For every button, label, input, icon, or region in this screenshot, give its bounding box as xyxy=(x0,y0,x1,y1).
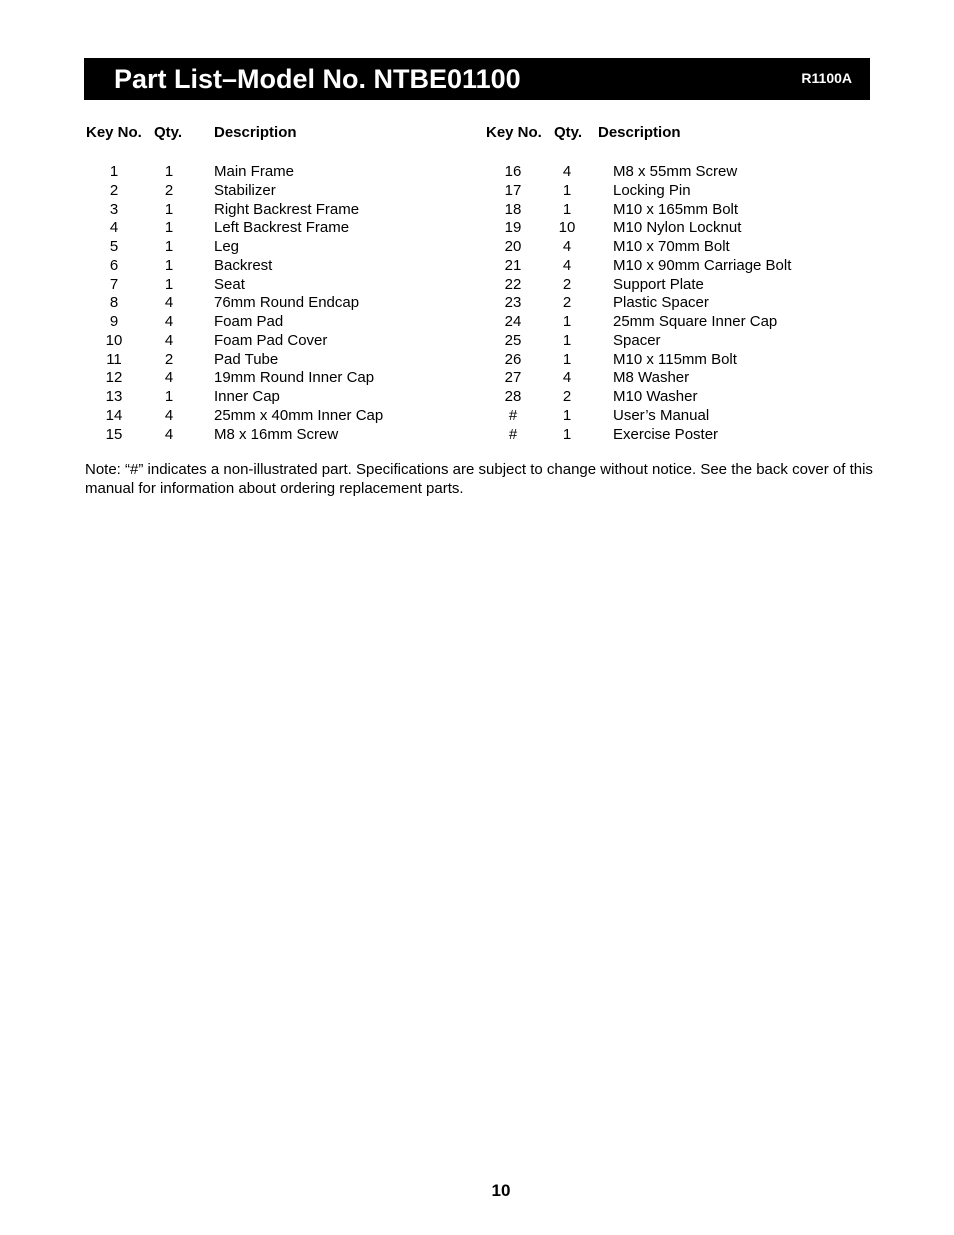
part-description: M8 Washer xyxy=(613,369,690,387)
part-key-number: 4 xyxy=(109,219,119,237)
part-key-number: 19 xyxy=(504,219,522,237)
part-quantity: 1 xyxy=(164,238,174,255)
left-key-header: Key No. xyxy=(86,124,142,141)
table-row xyxy=(84,257,464,276)
part-description: Foam Pad xyxy=(214,313,284,330)
part-description: Left Backrest Frame xyxy=(214,219,350,237)
part-description: 25mm x 40mm Inner Cap xyxy=(214,406,384,424)
part-quantity: 2 xyxy=(562,275,572,293)
parts-list-right xyxy=(483,163,863,445)
part-key-number: 7 xyxy=(109,275,119,293)
part-quantity: 1 xyxy=(562,331,572,349)
table-row xyxy=(483,201,863,220)
table-row xyxy=(483,407,863,426)
part-description: Seat xyxy=(214,275,245,293)
model-code: R1100A xyxy=(801,70,852,86)
part-description: Exercise Poster xyxy=(613,425,719,443)
part-quantity: 10 xyxy=(558,219,576,237)
part-description: Support Plate xyxy=(613,275,704,293)
table-row xyxy=(483,219,863,238)
part-quantity: 4 xyxy=(562,163,572,180)
part-quantity: 2 xyxy=(164,181,174,199)
part-quantity: 4 xyxy=(164,294,174,312)
part-quantity: 4 xyxy=(562,238,572,255)
part-description: Locking Pin xyxy=(613,181,691,199)
part-key-number: 13 xyxy=(105,388,123,405)
right-description-header: Description xyxy=(598,124,681,141)
parts-list-left xyxy=(84,163,464,445)
part-quantity: 2 xyxy=(164,350,174,368)
part-key-number: 17 xyxy=(504,181,522,199)
part-quantity: 4 xyxy=(562,256,572,274)
part-key-number: 8 xyxy=(109,294,119,312)
part-key-number: 23 xyxy=(504,294,522,312)
table-row xyxy=(84,407,464,426)
page-number: 10 xyxy=(491,1181,511,1200)
table-row xyxy=(84,369,464,388)
part-description: Pad Tube xyxy=(214,350,279,368)
part-key-number: 26 xyxy=(504,350,522,368)
table-row xyxy=(483,163,863,182)
table-row xyxy=(483,426,863,445)
part-description: Inner Cap xyxy=(214,388,280,405)
part-description: 19mm Round Inner Cap xyxy=(214,369,375,387)
table-row xyxy=(483,257,863,276)
part-description: Leg xyxy=(214,238,240,255)
part-key-number: # xyxy=(508,425,518,443)
part-quantity: 1 xyxy=(562,313,572,330)
part-key-number: 15 xyxy=(105,425,123,443)
part-quantity: 4 xyxy=(164,313,174,330)
part-key-number: 20 xyxy=(504,238,522,255)
part-key-number: 27 xyxy=(504,369,522,387)
part-key-number: 9 xyxy=(109,313,119,330)
part-quantity: 1 xyxy=(164,219,174,237)
table-row xyxy=(84,351,464,370)
part-quantity: 1 xyxy=(164,163,174,180)
table-row xyxy=(483,294,863,313)
part-description: Stabilizer xyxy=(214,181,276,199)
table-row xyxy=(483,276,863,295)
part-quantity: 4 xyxy=(164,331,174,349)
part-quantity: 1 xyxy=(164,200,174,218)
part-key-number: # xyxy=(508,406,518,424)
left-description-header: Description xyxy=(214,124,297,141)
table-row xyxy=(84,238,464,257)
table-row xyxy=(84,388,464,407)
table-row xyxy=(84,163,464,182)
part-quantity: 2 xyxy=(562,388,572,405)
title-bar xyxy=(84,58,870,100)
part-key-number: 5 xyxy=(109,238,119,255)
part-quantity: 1 xyxy=(562,181,572,199)
right-qty-header: Qty. xyxy=(554,124,583,141)
part-key-number: 14 xyxy=(105,406,123,424)
part-quantity: 4 xyxy=(164,406,174,424)
part-key-number: 24 xyxy=(504,313,522,330)
part-quantity: 1 xyxy=(562,200,572,218)
table-row xyxy=(84,332,464,351)
part-key-number: 28 xyxy=(504,388,522,405)
table-row xyxy=(483,313,863,332)
table-row xyxy=(483,369,863,388)
part-key-number: 3 xyxy=(109,200,119,218)
part-description: M10 x 70mm Bolt xyxy=(613,238,730,255)
part-description: M10 Nylon Locknut xyxy=(613,219,742,237)
part-description: 76mm Round Endcap xyxy=(214,294,360,312)
part-quantity: 1 xyxy=(164,388,174,405)
part-description: Backrest xyxy=(214,256,273,274)
part-key-number: 1 xyxy=(109,163,119,180)
part-key-number: 12 xyxy=(105,369,123,387)
part-description: M10 x 165mm Bolt xyxy=(613,200,739,218)
note-paragraph: Note: “#” indicates a non-illustrated part. Specifications are subject to change without notice. See the back cover of this manual for information about ordering replacement parts. xyxy=(85,461,873,497)
part-description: User’s Manual xyxy=(613,406,710,424)
part-quantity: 1 xyxy=(562,350,572,368)
part-description: M10 Washer xyxy=(613,388,698,405)
part-description: Main Frame xyxy=(214,163,295,180)
part-description: M8 x 16mm Screw xyxy=(214,425,339,443)
part-quantity: 1 xyxy=(562,406,572,424)
part-quantity: 2 xyxy=(562,294,572,312)
part-description: Right Backrest Frame xyxy=(214,200,360,218)
part-description: M8 x 55mm Screw xyxy=(613,163,738,180)
part-key-number: 22 xyxy=(504,275,522,293)
table-row xyxy=(483,332,863,351)
table-row xyxy=(84,219,464,238)
table-row xyxy=(483,182,863,201)
table-row xyxy=(483,351,863,370)
table-row xyxy=(84,182,464,201)
part-description: Plastic Spacer xyxy=(613,294,709,312)
part-quantity: 4 xyxy=(164,369,174,387)
right-key-header: Key No. xyxy=(486,124,542,141)
part-description: M10 x 115mm Bolt xyxy=(613,350,737,368)
part-key-number: 18 xyxy=(504,200,522,218)
table-row xyxy=(84,276,464,295)
table-row xyxy=(483,388,863,407)
part-description: Spacer xyxy=(613,331,661,349)
part-key-number: 16 xyxy=(504,163,522,180)
part-description: Foam Pad Cover xyxy=(214,331,328,349)
part-key-number: 2 xyxy=(109,181,119,199)
part-quantity: 1 xyxy=(164,275,174,293)
part-key-number: 6 xyxy=(109,256,119,274)
table-row xyxy=(483,238,863,257)
left-qty-header: Qty. xyxy=(154,124,183,141)
table-row xyxy=(84,313,464,332)
part-quantity: 1 xyxy=(164,256,174,274)
page-title: Part List–Model No. NTBE01100 xyxy=(114,64,521,94)
part-quantity: 4 xyxy=(562,369,572,387)
table-row xyxy=(84,201,464,220)
part-quantity: 4 xyxy=(164,425,174,443)
part-description: M10 x 90mm Carriage Bolt xyxy=(613,256,792,274)
part-key-number: 11 xyxy=(106,350,122,368)
part-key-number: 10 xyxy=(105,331,123,349)
part-quantity: 1 xyxy=(562,425,572,443)
part-key-number: 25 xyxy=(504,331,522,349)
table-row xyxy=(84,426,464,445)
table-row xyxy=(84,294,464,313)
part-description: 25mm Square Inner Cap xyxy=(613,313,778,330)
part-key-number: 21 xyxy=(504,256,522,274)
